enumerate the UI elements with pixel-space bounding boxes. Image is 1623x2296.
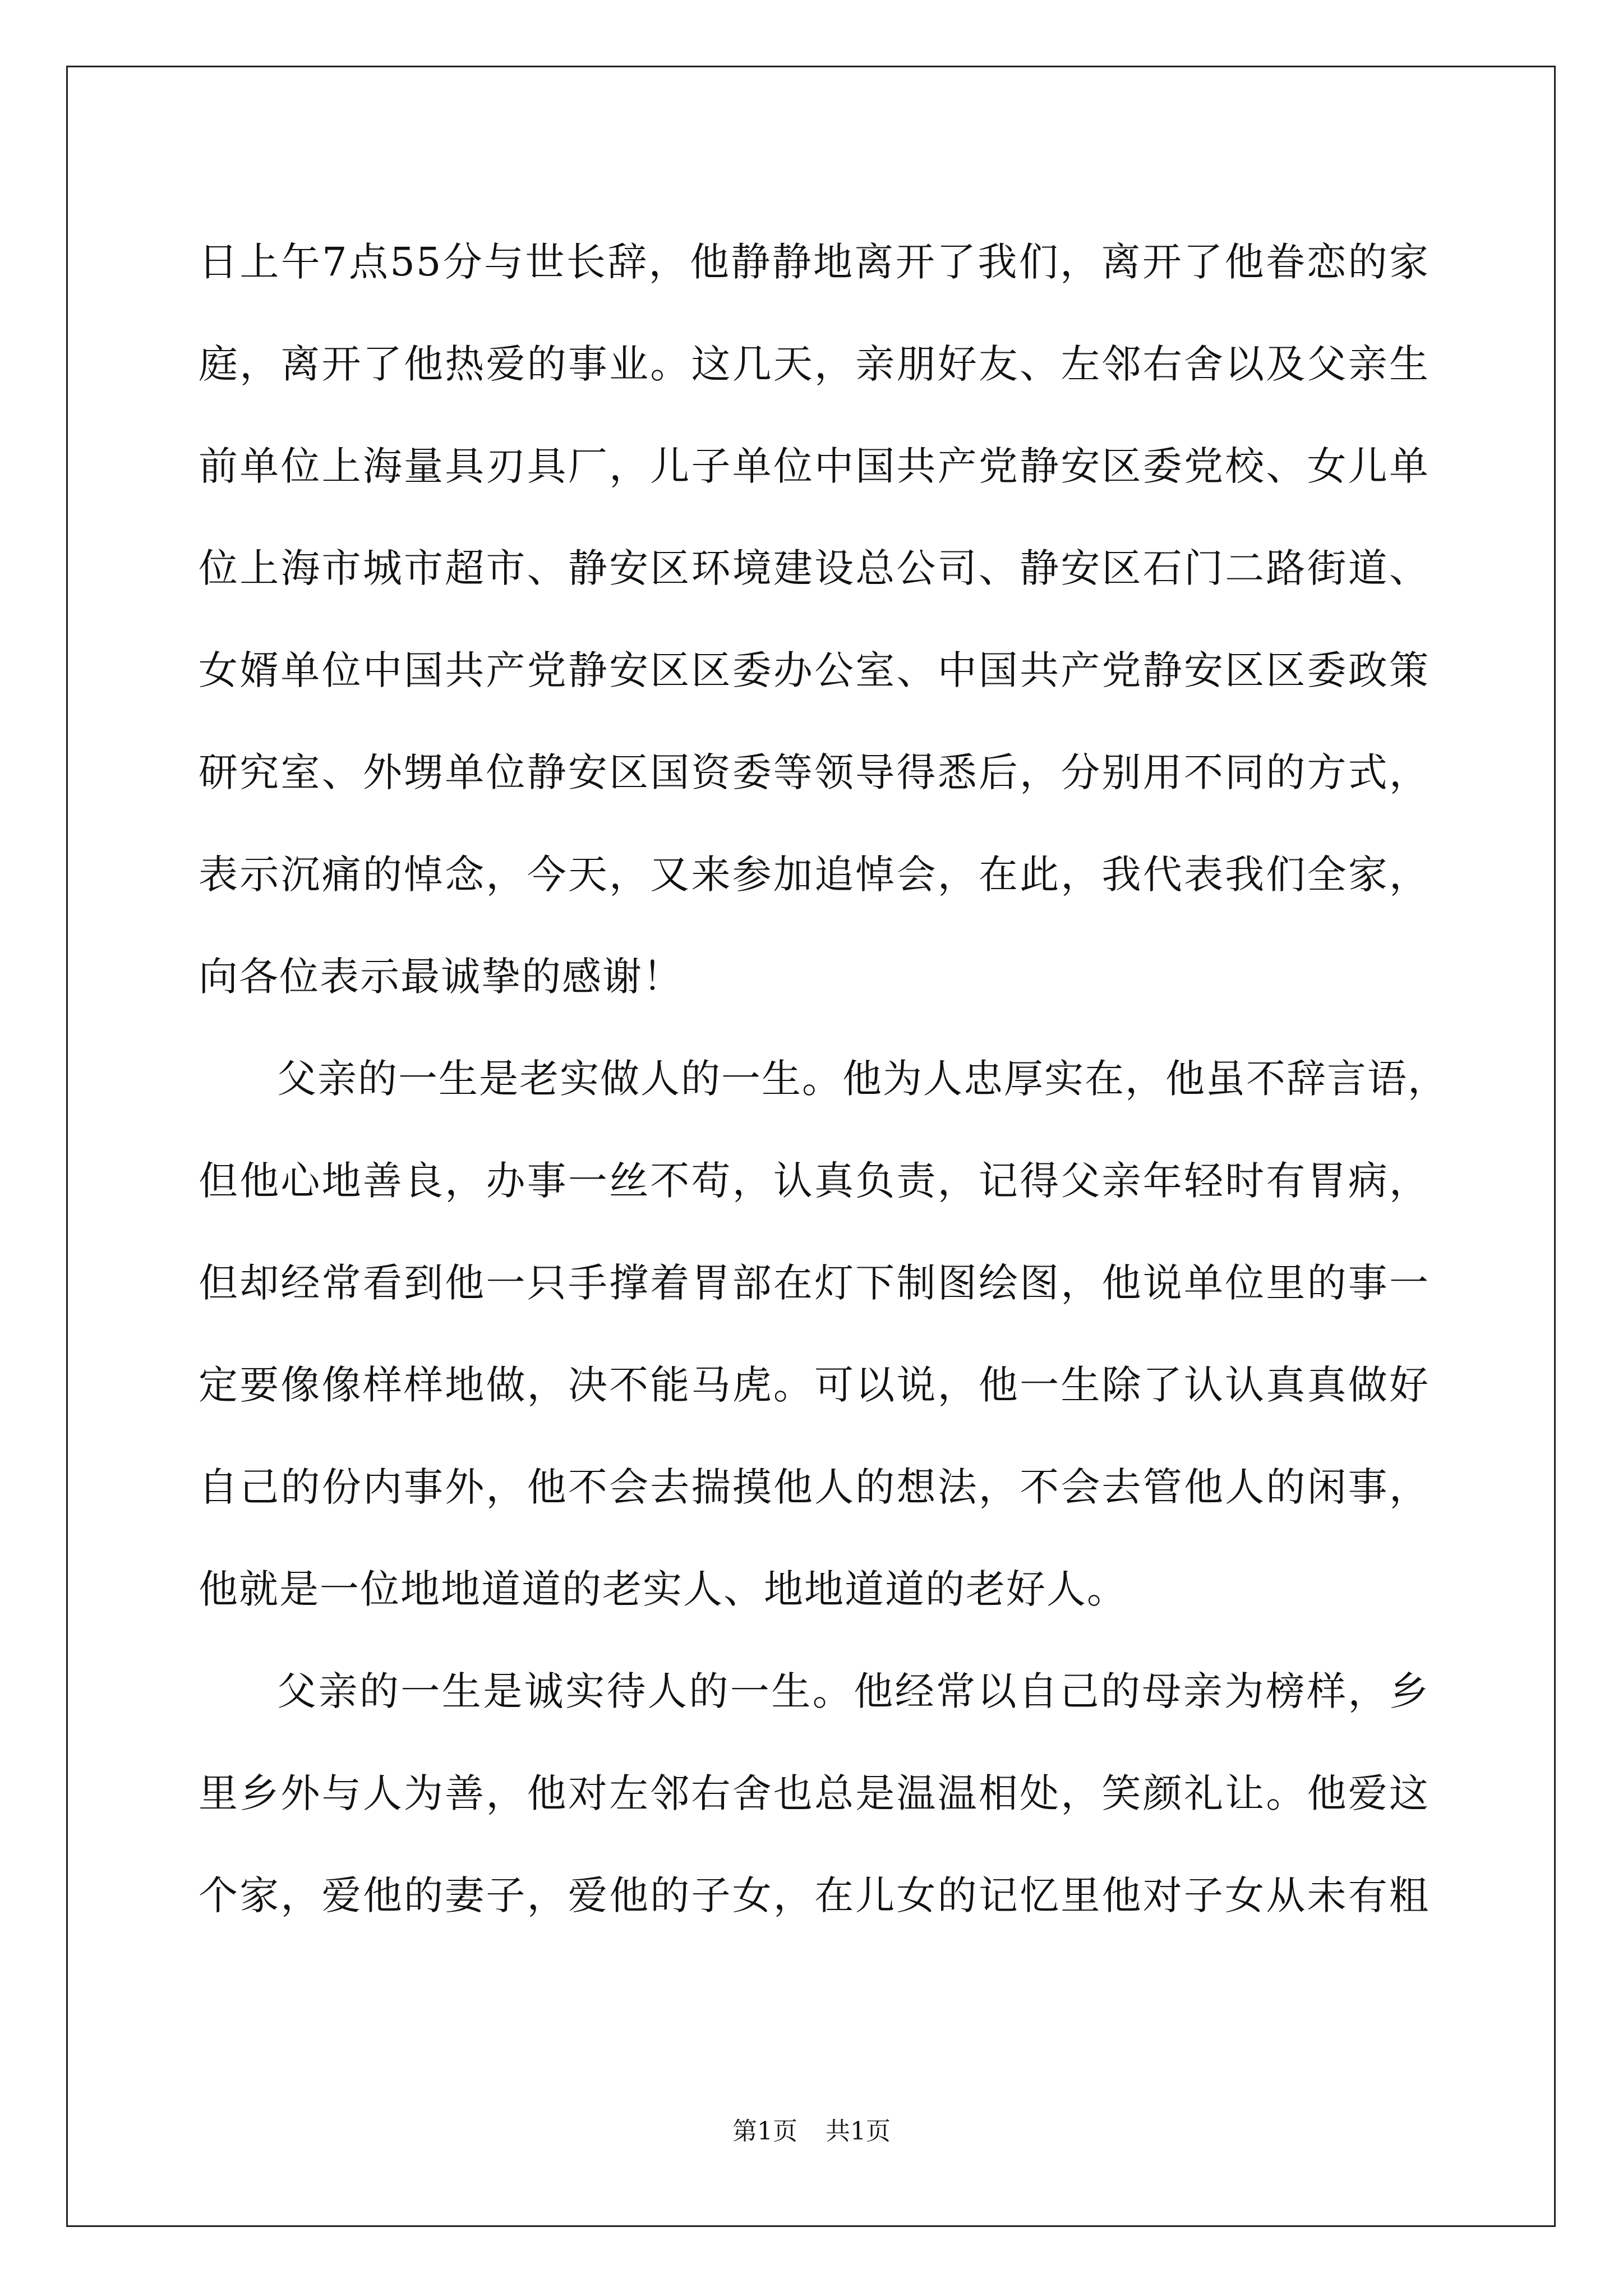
text-line-2: 庭，离开了他热爱的事业。这几天，亲朋好友、左邻右舍以及父亲生 xyxy=(199,341,1430,387)
text-line-10: 但他心地善良，办事一丝不苟，认真负责，记得父亲年轻时有胃病， xyxy=(199,1158,1430,1204)
page-footer xyxy=(0,2115,1623,2148)
page-total: 共1页 xyxy=(826,2117,891,2146)
text-line-5: 女婿单位中国共产党静安区区委办公室、中国共产党静安区区委政策 xyxy=(199,647,1430,693)
text-line-17: 个家，爱他的妻子，爱他的子女，在儿女的记忆里他对子女从未有粗 xyxy=(199,1872,1430,1918)
text-line-11: 但却经常看到他一只手撑着胃部在灯下制图绘图，他说单位里的事一 xyxy=(199,1260,1430,1306)
text-line-4: 位上海市城市超市、静安区环境建设总公司、静安区石门二路街道、 xyxy=(199,545,1430,591)
text-line-6: 研究室、外甥单位静安区国资委等领导得悉后，分别用不同的方式， xyxy=(199,749,1430,795)
text-line-9: 父亲的一生是老实做人的一生。他为人忠厚实在，他虽不辞言语， xyxy=(277,1056,1448,1102)
text-line-14: 他就是一位地地道道的老实人、地地道道的老好人。 xyxy=(199,1566,1127,1612)
text-line-8: 向各位表示最诚挚的感谢！ xyxy=(199,954,683,1000)
document-body xyxy=(199,211,1448,1947)
text-line-3: 前单位上海量具刃具厂，儿子单位中国共产党静安区委党校、女儿单 xyxy=(199,443,1430,489)
text-line-15: 父亲的一生是诚实待人的一生。他经常以自己的母亲为榜样，乡 xyxy=(277,1668,1430,1714)
text-line-1: 日上午7点55分与世长辞，他静静地离开了我们，离开了他眷恋的家 xyxy=(199,239,1430,285)
text-line-16: 里乡外与人为善，他对左邻右舍也总是温温相处，笑颜礼让。他爱这 xyxy=(199,1770,1430,1816)
text-line-13: 自己的份内事外，他不会去揣摸他人的想法，不会去管他人的闲事， xyxy=(199,1464,1430,1510)
text-line-7: 表示沉痛的悼念，今天，又来参加追悼会，在此，我代表我们全家， xyxy=(199,852,1430,898)
text-line-12: 定要像像样样地做，决不能马虎。可以说，他一生除了认认真真做好 xyxy=(199,1362,1430,1408)
page-number: 第1页 xyxy=(732,2117,797,2146)
